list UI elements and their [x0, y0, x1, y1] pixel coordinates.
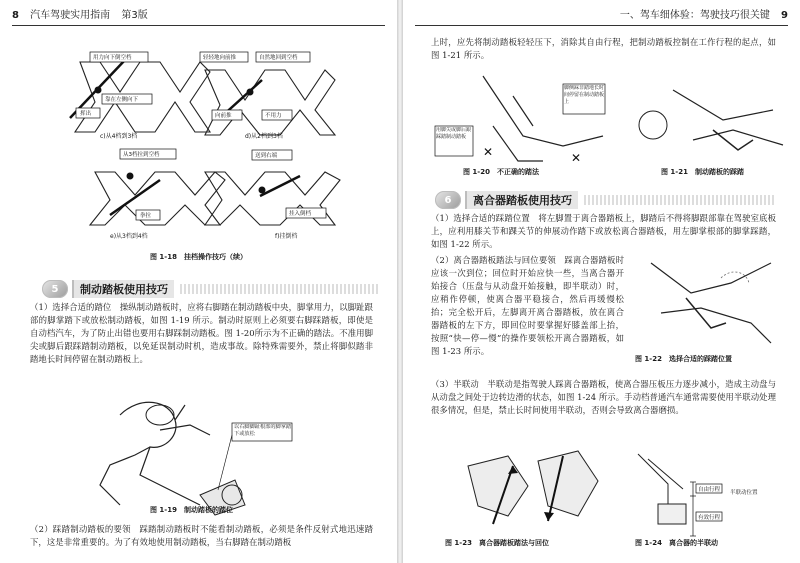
section-5-badge: 5 [42, 280, 68, 298]
shift-pattern-d [200, 52, 335, 140]
section-6-badge: 6 [435, 191, 461, 209]
figure-1-20-caption: 图 1-20 不正确的踏法 [463, 168, 539, 176]
figure-1-24-caption: 图 1-24 离合器的半联动 [635, 539, 718, 547]
label-a-low: 挥出 [80, 111, 92, 117]
label-f-low: 挂入倒档 [289, 211, 312, 217]
fig19-label: 以右脚脚趾根部的脚掌踏下或放松 [234, 424, 292, 437]
right-page-header [415, 9, 788, 26]
section-6-paragraph-2: （2）离合器踏板踏法与回位要领 踩离合器踏板时应该一次到位；回位时开始应快一些，当离合器开始接合（压盘与从动盘开始接触，即半联动）时，应稍作停顿，使离合器平稳接合，然后再缓慢松抬；完全松开后，左脚离开离合器踏板，放在离合器踏板的左下方，即回位时要掌握好膝盖部上抬，按照“快—停—慢”的操作要领松开离合器踏板，如图 1-23 所示。 [431, 255, 624, 356]
foot-sketch-3 [673, 90, 783, 145]
figure-1-21-caption: 图 1-21 制动踏板的踩踏 [661, 168, 744, 176]
knob-c [95, 87, 102, 94]
shift-pattern-f [205, 150, 340, 225]
figure-1-24 [628, 444, 778, 539]
label-semi-position: 半联动位置 [730, 490, 758, 496]
chapter-title: 一、驾车细体验：驾驶技巧很关键 [619, 10, 770, 21]
wrong-mark-icon-2: ✕ [571, 151, 582, 165]
knob-e [127, 173, 134, 180]
shift-lever-f [260, 176, 300, 196]
figure-1-18-caption: 图 1-18 挂档操作技巧（续） [150, 253, 247, 261]
label-f-top: 送到右端 [255, 153, 278, 159]
figure-1-22-caption: 图 1-22 选择合适的踩踏位置 [635, 355, 732, 363]
pedal-foot-2 [538, 451, 598, 516]
right-top-paragraph: 上时，应先将制动踏板轻轻压下，消除其自由行程，把制动踏板控制在工作行程的起点，如图 1-21 所示。 [431, 37, 776, 60]
subcaption-c: c)从4档到3档 [100, 133, 138, 140]
fig20-label-left: 用脚尖或脚后跟踩踏制动踏板 [436, 127, 472, 140]
subcaption-e: e)从3档到4档 [110, 233, 148, 240]
left-page-number: 8 [12, 10, 19, 21]
figure-1-22 [631, 253, 781, 348]
foot-sketch-4 [651, 263, 771, 343]
subcaption-f: f)挂倒档 [275, 233, 298, 240]
label-a-top: 用力向下倒空档 [93, 55, 132, 61]
label-free-travel: 自由行程 [698, 487, 721, 493]
section-6-title: 离合器踏板使用技巧 [465, 191, 578, 209]
label-e-top: 从3档拉到空档 [123, 152, 160, 158]
knob-d [247, 89, 254, 96]
section-rule-6 [584, 195, 775, 205]
section-5-paragraph-2: （2）踩踏制动踏板的要领 踩踏制动踏板时不能看制动踏板，必须是条件反射式地迅速踏下，这是非常重要的。为了有效地使用制动踏板，当右脚踏在制动踏板 [30, 524, 373, 547]
foot-sketch-2 [493, 126, 543, 161]
section-6-heading [435, 190, 775, 210]
steering-wheel-icon [146, 405, 174, 425]
figure-1-18 [0, 0, 397, 230]
label-b-low1: 向前推 [215, 113, 232, 119]
label-e-low: 拳拉 [140, 213, 152, 219]
section-5-paragraph-1: （1）选择合适的踏位 操纵制动踏板时，应将右脚踏在制动踏板中央，脚掌用力，以脚趾跟部的脚掌踏下或放松制动踏板，如图 1-19 所示。制动时原则上必须要右脚踩踏板，即使是自动档汽车，为了防止出错也要用右脚踩制动踏板。图 1-20所示为不正确的踏法。不准用脚尖或脚后跟踩踏制动踏板，以免延误制动时机，造成事故。除特殊需要外，禁止将脚似踏非踏地长时间停留在制动踏板上。 [30, 302, 373, 364]
wrong-mark-icon: ✕ [483, 145, 494, 159]
shift-pattern-e [90, 149, 225, 225]
label-work-travel: 有效行程 [698, 515, 721, 521]
label-b-top2: 自然地回到空档 [259, 55, 298, 61]
figure-1-20 [423, 66, 623, 176]
right-page-number: 9 [781, 10, 788, 21]
figure-1-23-caption: 图 1-23 离合器踏板踏法与回位 [445, 539, 549, 547]
section-5-title: 制动踏板使用技巧 [72, 280, 174, 298]
section-6-paragraph-1: （1）选择合适的踩踏位置 将左脚置于离合器踏板上，脚踏后不得将脚跟部靠在驾驶室底板上，应利用膝关节和踝关节的伸展动作踏下或放松离合器踏板，用左脚掌根部的脚掌踩踏，如图 1-22 所示。 [431, 213, 776, 249]
arrow-head-down [544, 512, 554, 521]
knob-f [259, 187, 266, 194]
figure-1-19-caption: 图 1-19 制动踏板的踏位 [150, 506, 233, 514]
clutch-pedal-pad [658, 504, 686, 524]
pedal-arc-icon [639, 111, 667, 139]
book-title: 汽车驾驶实用指南 [30, 10, 111, 21]
figure-1-23 [448, 446, 618, 536]
section-6-paragraph-3: （3）半联动 半联动是指驾驶人踩离合器踏板，使离合器压板压力逐步减小，造成主动盘与从动盘之间处于边转边滑的状态，如图 1-24 所示。手动档普通汽车通常需要使用半联动处理很多情况，但是，禁止长时间使用半联动，否则会导致离合器磨损。 [431, 379, 776, 415]
section-rule [180, 284, 380, 294]
right-page [403, 0, 800, 563]
label-b-low2: 不用力 [265, 113, 282, 119]
subcaption-d: d)从2档到3档 [245, 133, 283, 140]
fig20-label-right: 脚侧踩非踏地长时间停留在制动踏板上 [564, 85, 605, 105]
shift-pattern-c [70, 52, 210, 140]
book-edition: 第3版 [121, 10, 148, 21]
figure-1-21 [633, 70, 793, 170]
left-page [0, 0, 397, 563]
label-a-mid: 靠在左侧向下 [105, 97, 139, 103]
label-b-top1: 轻轻地向前推 [203, 55, 237, 61]
clutch-pedal-shape [686, 298, 726, 328]
section-5-heading [42, 279, 380, 299]
driver-figure [100, 402, 210, 505]
